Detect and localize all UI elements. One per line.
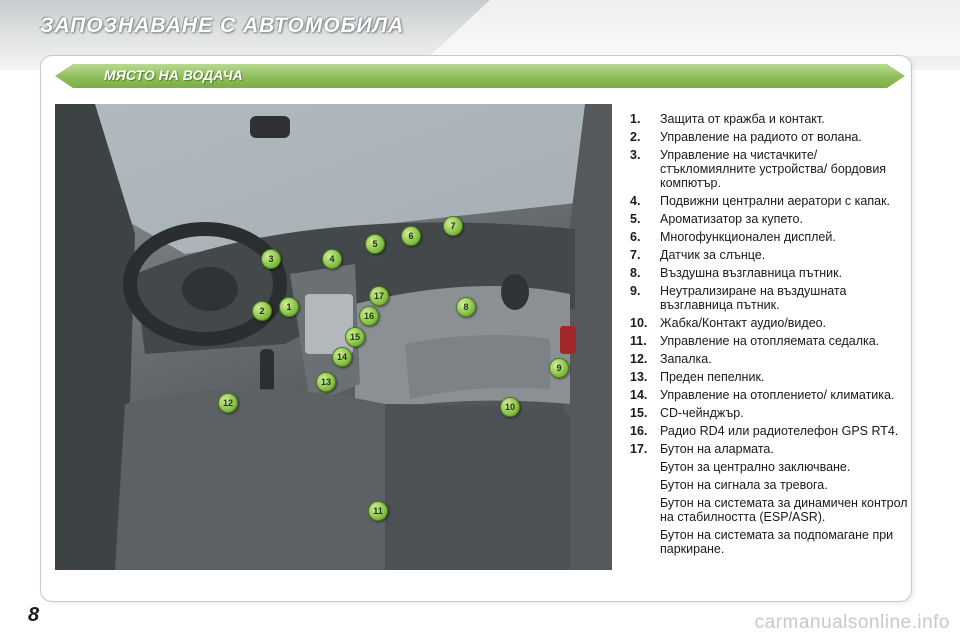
legend-item bbox=[630, 316, 910, 330]
legend-number: 11. bbox=[630, 334, 647, 348]
side-vent bbox=[501, 274, 529, 310]
legend-subitem: Бутон на системата за подпомагане при паркиране. bbox=[660, 528, 894, 556]
legend-text: Ароматизатор за купето. bbox=[660, 212, 803, 226]
marker-6: 6 bbox=[401, 226, 421, 246]
legend-item bbox=[630, 334, 910, 348]
legend-list bbox=[630, 112, 910, 560]
legend-item bbox=[630, 406, 910, 420]
legend-item bbox=[630, 424, 910, 438]
legend-text: Управление на отоплението/ климатика. bbox=[660, 388, 895, 402]
marker-11: 11 bbox=[368, 501, 388, 521]
marker-5: 5 bbox=[365, 234, 385, 254]
legend-text: Управление на радиото от волана. bbox=[660, 130, 862, 144]
legend-number: 17. bbox=[630, 442, 648, 456]
legend-text: Неутрализиране на въздушната възглавница пътник. bbox=[660, 284, 847, 312]
legend-number: 14. bbox=[630, 388, 648, 402]
marker-4: 4 bbox=[322, 249, 342, 269]
legend-item bbox=[630, 148, 910, 190]
marker-17: 17 bbox=[369, 286, 389, 306]
legend-text: Многофункционален дисплей. bbox=[660, 230, 836, 244]
legend-number: 16. bbox=[630, 424, 648, 438]
dashboard-illustration bbox=[55, 104, 612, 570]
legend-number: 15. bbox=[630, 406, 648, 420]
legend-item bbox=[630, 266, 910, 280]
legend-number: 10. bbox=[630, 316, 648, 330]
legend-item bbox=[630, 194, 910, 208]
legend-number: 8. bbox=[630, 266, 641, 280]
marker-13: 13 bbox=[316, 372, 336, 392]
legend-item bbox=[630, 212, 910, 226]
floor-mat bbox=[385, 404, 570, 570]
legend-text: Жабка/Контакт аудио/видео. bbox=[660, 316, 827, 330]
marker-10: 10 bbox=[500, 397, 520, 417]
legend-item bbox=[630, 112, 910, 126]
legend-number: 3. bbox=[630, 148, 641, 162]
rear-mirror bbox=[250, 116, 290, 138]
page-title: ЗАПОЗНАВАНЕ С АВТОМОБИЛА bbox=[40, 14, 405, 37]
legend-item bbox=[630, 442, 910, 456]
legend-number: 6. bbox=[630, 230, 641, 244]
legend-number: 1. bbox=[630, 112, 641, 126]
page-number: 8 bbox=[28, 604, 40, 626]
header-decoration bbox=[430, 0, 960, 56]
legend-number: 5. bbox=[630, 212, 641, 226]
legend-number: 12. bbox=[630, 352, 648, 366]
marker-7: 7 bbox=[443, 216, 463, 236]
legend-item bbox=[630, 130, 910, 144]
legend-number: 13. bbox=[630, 370, 648, 384]
legend-number: 4. bbox=[630, 194, 641, 208]
watermark: carmanualsonline.info bbox=[754, 612, 950, 633]
audio-unit bbox=[305, 294, 353, 354]
marker-15: 15 bbox=[345, 327, 365, 347]
steering-hub bbox=[182, 267, 238, 311]
legend-subitem: Бутон на сигнала за тревога. bbox=[660, 478, 828, 492]
section-title: МЯСТО НА ВОДАЧА bbox=[104, 67, 243, 83]
legend-subitem: Бутон за централно заключване. bbox=[660, 460, 851, 474]
marker-14: 14 bbox=[332, 347, 352, 367]
marker-1: 1 bbox=[279, 297, 299, 317]
legend-number: 9. bbox=[630, 284, 641, 298]
legend-text: Защита от кражба и контакт. bbox=[660, 112, 825, 126]
marker-16: 16 bbox=[359, 306, 379, 326]
legend-text: Датчик за слънце. bbox=[660, 248, 766, 262]
marker-2: 2 bbox=[252, 301, 272, 321]
legend-text: Управление на чистачките/ стъкломиялните устройства/ бордовия компютър. bbox=[660, 148, 887, 190]
legend-item bbox=[630, 230, 910, 244]
legend-item bbox=[630, 388, 910, 402]
legend-text: Запалка. bbox=[660, 352, 712, 366]
legend-text: Бутон на алармата. bbox=[660, 442, 774, 456]
legend-text: Радио RD4 или радиотелефон GPS RT4. bbox=[660, 424, 899, 438]
legend-text: CD-чейнджър. bbox=[660, 406, 744, 420]
marker-3: 3 bbox=[261, 249, 281, 269]
legend-item bbox=[630, 370, 910, 384]
legend-item bbox=[630, 352, 910, 366]
legend-text: Преден пепелник. bbox=[660, 370, 765, 384]
legend-item bbox=[630, 248, 910, 262]
marker-12: 12 bbox=[218, 393, 238, 413]
legend-subitem: Бутон на системата за динамичен контрол на стабилността (ESP/ASR). bbox=[660, 496, 908, 524]
legend-text: Управление на отопляемата седалка. bbox=[660, 334, 880, 348]
legend-number: 7. bbox=[630, 248, 641, 262]
dashboard-photo bbox=[55, 104, 612, 570]
marker-8: 8 bbox=[456, 297, 476, 317]
legend-number: 2. bbox=[630, 130, 641, 144]
legend-item bbox=[630, 284, 910, 312]
legend-text: Въздушна възглавница пътник. bbox=[660, 266, 843, 280]
marker-9: 9 bbox=[549, 358, 569, 378]
legend-text: Подвижни централни аератори с капак. bbox=[660, 194, 891, 208]
driver-seat bbox=[115, 389, 385, 570]
airbag-switch bbox=[560, 326, 576, 354]
